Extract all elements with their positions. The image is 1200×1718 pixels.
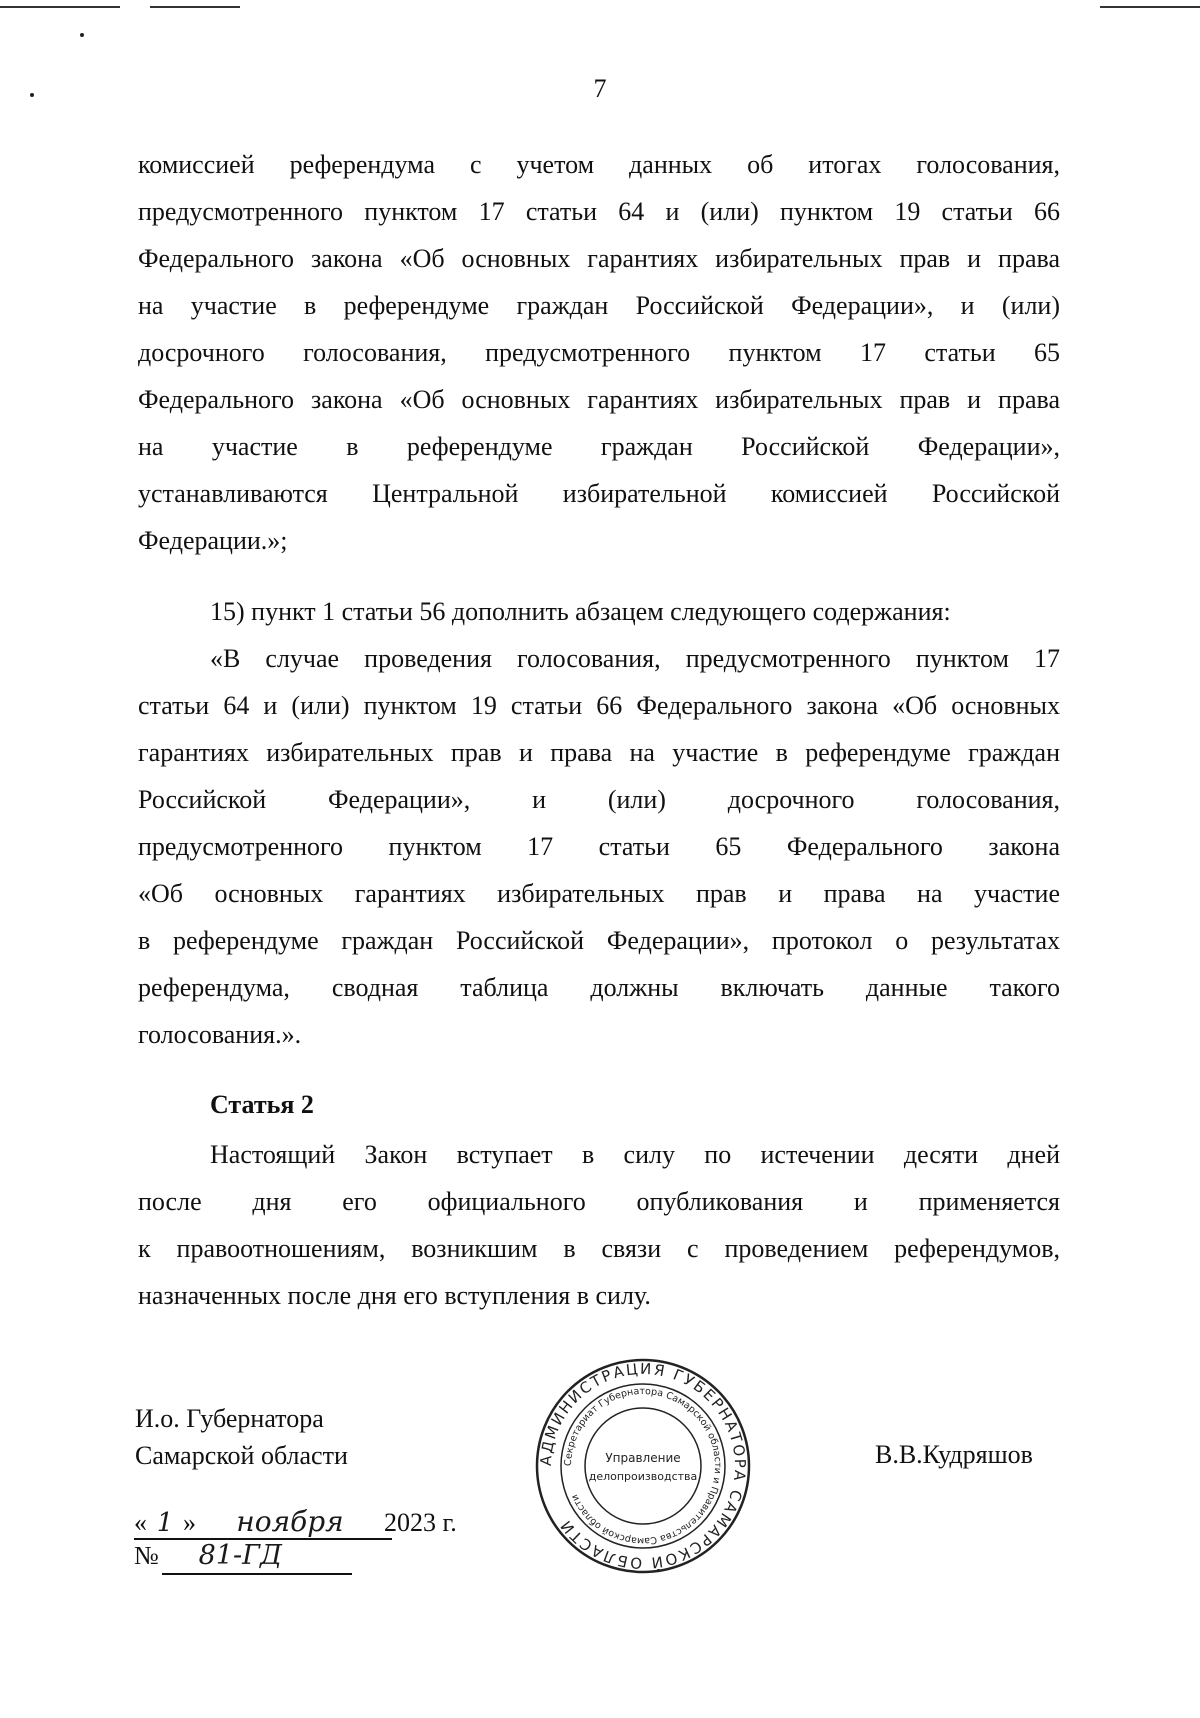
text-line: референдума, сводная таблица должны включать данные такого bbox=[138, 973, 1060, 1002]
text-line: «Об основных гарантиях избирательных прав и права на участие bbox=[138, 879, 1060, 908]
page-number: 7 bbox=[593, 74, 607, 103]
scan-edge-line bbox=[1100, 6, 1200, 8]
text-line: предусмотренного пунктом 17 статьи 65 Федерального закона bbox=[138, 832, 1060, 861]
text-line: устанавливаются Центральной избирательной комиссией Российской bbox=[138, 479, 1060, 508]
quoted-paragraph bbox=[138, 644, 1060, 1064]
text-line: после дня его официального опубликования и применяется bbox=[138, 1187, 1060, 1216]
date-open-quote: « bbox=[134, 1508, 147, 1537]
continued-paragraph bbox=[138, 150, 1060, 570]
text-line: Российской Федерации», и (или) досрочного голосования, bbox=[138, 785, 1060, 814]
date-close-quote: » bbox=[183, 1508, 196, 1537]
signatory-title bbox=[135, 1400, 348, 1474]
text-line: гарантиях избирательных прав и права на участие в референдуме граждан bbox=[138, 738, 1060, 767]
official-seal bbox=[533, 1356, 753, 1576]
number-underline bbox=[162, 1573, 352, 1575]
seal-core-ring bbox=[585, 1408, 701, 1524]
law-number bbox=[134, 1540, 394, 1580]
text-line: Федерации.»; bbox=[138, 526, 288, 555]
number-value: 81-ГД bbox=[198, 1540, 282, 1571]
text-line: комиссией референдума с учетом данных об итогах голосования, bbox=[138, 150, 1060, 179]
signing-date bbox=[134, 1505, 514, 1545]
seal-outer-textpath: АДМИНИСТРАЦИЯ ГУБЕРНАТОРА САМАРСКОЙ ОБЛАСТИ bbox=[536, 1359, 750, 1573]
seal-center-line: Управление bbox=[605, 1451, 681, 1465]
article-2-paragraph bbox=[138, 1140, 1060, 1330]
date-day: 1 bbox=[156, 1508, 174, 1538]
text-line: к правоотношениям, возникшим в связи с проведением референдумов, bbox=[138, 1234, 1060, 1263]
text-line: Федерального закона «Об основных гарантиях избирательных прав и права bbox=[138, 244, 1060, 273]
seal-center-line: делопроизводства bbox=[588, 1470, 698, 1483]
signatory-name: В.В.Кудряшов bbox=[875, 1440, 1033, 1469]
text-line: в референдуме граждан Российской Федерации», протокол о результатах bbox=[138, 926, 1060, 955]
date-year: 2023 г. bbox=[384, 1508, 457, 1537]
text-line: на участие в референдуме граждан Российской Федерации», bbox=[138, 432, 1060, 461]
text-line: 15) пункт 1 статьи 56 дополнить абзацем следующего содержания: bbox=[210, 597, 951, 626]
text-line: голосования.». bbox=[138, 1020, 302, 1049]
scan-edge-line bbox=[0, 6, 120, 8]
scan-speck bbox=[80, 33, 84, 37]
scan-edge-line bbox=[150, 6, 240, 8]
signatory-title-line: Самарской области bbox=[135, 1441, 348, 1470]
text-line: «В случае проведения голосования, предусмотренного пунктом 17 bbox=[210, 644, 1060, 673]
text-line: назначенных после дня его вступления в силу. bbox=[138, 1281, 651, 1310]
text-line: Настоящий Закон вступает в силу по истечении десяти дней bbox=[210, 1140, 1060, 1169]
signatory-title-line: И.о. Губернатора bbox=[135, 1404, 324, 1433]
text-line: на участие в референдуме граждан Российской Федерации», и (или) bbox=[138, 291, 1060, 320]
text-line: предусмотренного пунктом 17 статьи 64 и (или) пунктом 19 статьи 66 bbox=[138, 197, 1060, 226]
item-15 bbox=[138, 597, 1060, 637]
seal-inner-text bbox=[563, 1386, 723, 1546]
number-prefix: № bbox=[134, 1541, 159, 1570]
text-line: статьи 64 и (или) пунктом 19 статьи 66 Федерального закона «Об основных bbox=[138, 691, 1060, 720]
article-heading: Статья 2 bbox=[210, 1090, 314, 1119]
text-line: досрочного голосования, предусмотренного пунктом 17 статьи 65 bbox=[138, 338, 1060, 367]
text-line: Федерального закона «Об основных гарантиях избирательных прав и права bbox=[138, 385, 1060, 414]
date-month: ноября bbox=[236, 1505, 344, 1538]
seal-inner-textpath: Секретариат Губернатора Самарской области и Правительства Самарской области bbox=[562, 1385, 724, 1547]
